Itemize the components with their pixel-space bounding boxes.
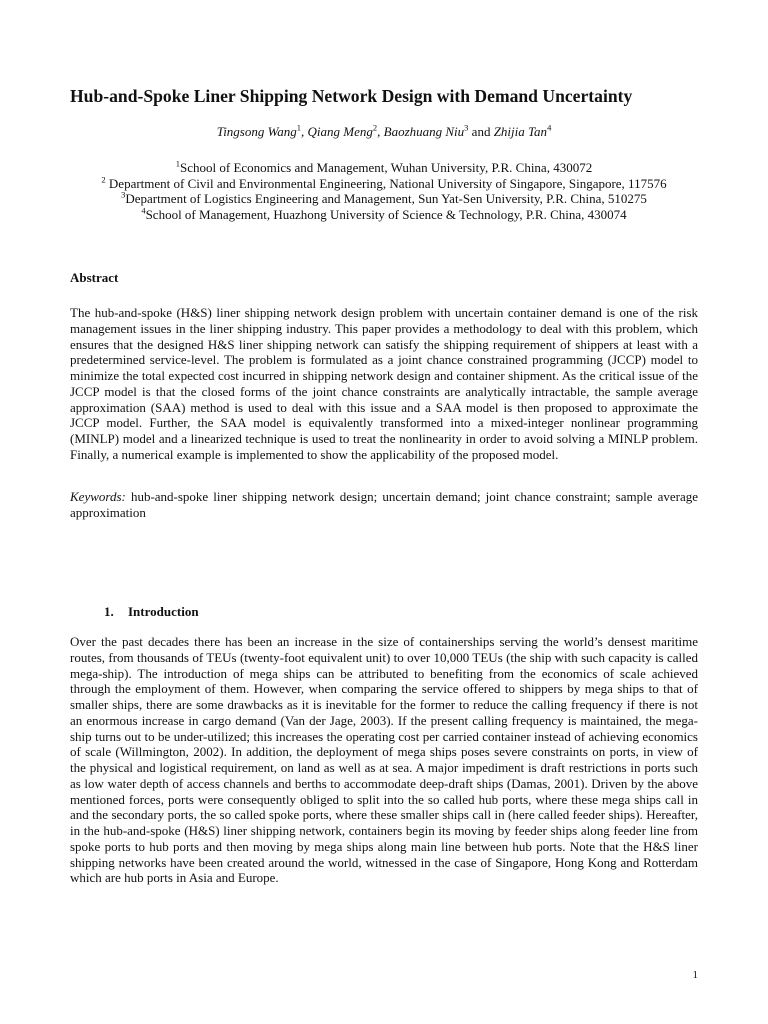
author-affil-mark: 2 xyxy=(372,122,378,133)
keywords-label: Keywords: xyxy=(70,489,126,504)
author-separator: , xyxy=(377,124,384,139)
author-affil-mark: 1 xyxy=(296,122,302,133)
keywords xyxy=(70,489,698,521)
author-affil-mark: 4 xyxy=(547,122,552,133)
affiliation-mark: 2 xyxy=(101,174,106,185)
author xyxy=(308,124,384,139)
affiliation-text: School of Economics and Management, Wuhan University, P.R. China, 430072 xyxy=(180,160,593,175)
author-affil-mark: 3 xyxy=(464,122,469,133)
paper-title: Hub-and-Spoke Liner Shipping Network Design with Demand Uncertainty xyxy=(70,86,633,106)
introduction-text: Over the past decades there has been an increase in the size of containerships serving the world’s densest maritime routes, from thousands of TEUs (twenty-foot equivalent unit) to over 10,000 TEUs (the ship with such capacity is called mega-ship). The introduction of mega ships can be attributed to benefiting from the economics of scale achieved through the employment of them. However, when comparing the service offered to shippers by mega ships to that of smaller ships, there are some drawbacks as it is inevitable for the former to reduce the calling frequency if there is not an enormous increase in cargo demand (Van der Jage, 2003). If the present calling frequency is maintained, the mega-ship turns out to be under-utilized; this increases the operating cost per carried container instead of achieving economics of scale (Willmington, 2002). In addition, the deployment of mega ships poses severe constraints on ports, in view of the physical and logistical requirement, on land as well as at sea. A major impediment is draft restrictions in ports such as low water depth of access channels and berths to accommodate deep-draft ships (Damas, 2001). Driven by the above mentioned forces, ports were consequently obliged to split into the so called hub ports, where these mega ships call in and the secondary ports, the so called spoke ports, where these smaller ships call in (here called feeder ships). Hereafter, in the hub-and-spoke (H&S) liner shipping network, containers begin its moving by feeder ships along feeder line from spoke ports to hub ports and then moving by mega ships along main line between hub ports. Note that the H&S liner shipping networks have been created around the world, witnessed in the case of Singapore, Hong Kong and Rotterdam which are hub ports in Asia and Europe. xyxy=(70,634,698,886)
author-name: Zhijia Tan xyxy=(493,124,548,139)
affiliation xyxy=(0,191,768,207)
author xyxy=(384,124,494,139)
author-name: Tingsong Wang xyxy=(216,124,297,139)
affiliation-mark: 3 xyxy=(121,190,126,201)
affiliation xyxy=(0,207,768,223)
affiliation-text: School of Management, Huazhong University of Science & Technology, P.R. China, 430074 xyxy=(145,207,627,223)
keywords-text: hub-and-spoke liner shipping network design; uncertain demand; joint chance constraint; sample average approximation xyxy=(70,489,698,520)
author xyxy=(217,124,308,139)
author-separator: and xyxy=(468,124,494,139)
abstract-text: The hub-and-spoke (H&S) liner shipping network design problem with uncertain container demand is one of the risk management issues in the liner shipping industry. This paper provides a methodology to deal with this problem, which ensures that the designed H&S liner shipping network can satisfy the shipping requirement of shippers at least with a predetermined service-level. The problem is formulated as a joint chance constrained programming (JCCP) model to minimize the total expected cost incurred in shipping network design and container shipment. As the critical issue of the JCCP model is that the closed forms of the joint chance constraints are analytically intractable, the sample average approximation (SAA) method is used to deal with this issue and a SAA model is then proposed to approximate the JCCP model. Further, the SAA model is equivalently transformed into a mixed-integer nonlinear programming (MINLP) model and a linearized technique is used to treat the nonlinearity in order to avoid solving a MINLP problem. Finally, a numerical example is implemented to show the applicability of the proposed model. xyxy=(70,305,698,462)
affiliation-list xyxy=(0,160,768,223)
author-list xyxy=(0,124,768,140)
affiliation xyxy=(0,176,768,192)
section-title: Introduction xyxy=(128,604,199,619)
affiliation-text: Department of Civil and Environmental Engineering, National University of Singapore, Singapore, 117576 xyxy=(105,175,667,191)
author-name: Qiang Meng xyxy=(307,124,373,139)
abstract-heading: Abstract xyxy=(70,270,119,285)
author xyxy=(494,124,552,139)
section-number: 1. xyxy=(104,604,114,619)
author-name: Baozhuang Niu xyxy=(383,124,465,139)
author-separator: , xyxy=(301,124,308,139)
affiliation-mark: 4 xyxy=(141,205,146,216)
affiliation-text: Department of Logistics Engineering and Management, Sun Yat-Sen University, P.R. China, 510275 xyxy=(125,191,647,207)
page-number: 1 xyxy=(692,969,698,981)
affiliation xyxy=(0,160,768,176)
affiliation-mark: 1 xyxy=(175,158,181,169)
section-heading-introduction xyxy=(104,604,199,620)
